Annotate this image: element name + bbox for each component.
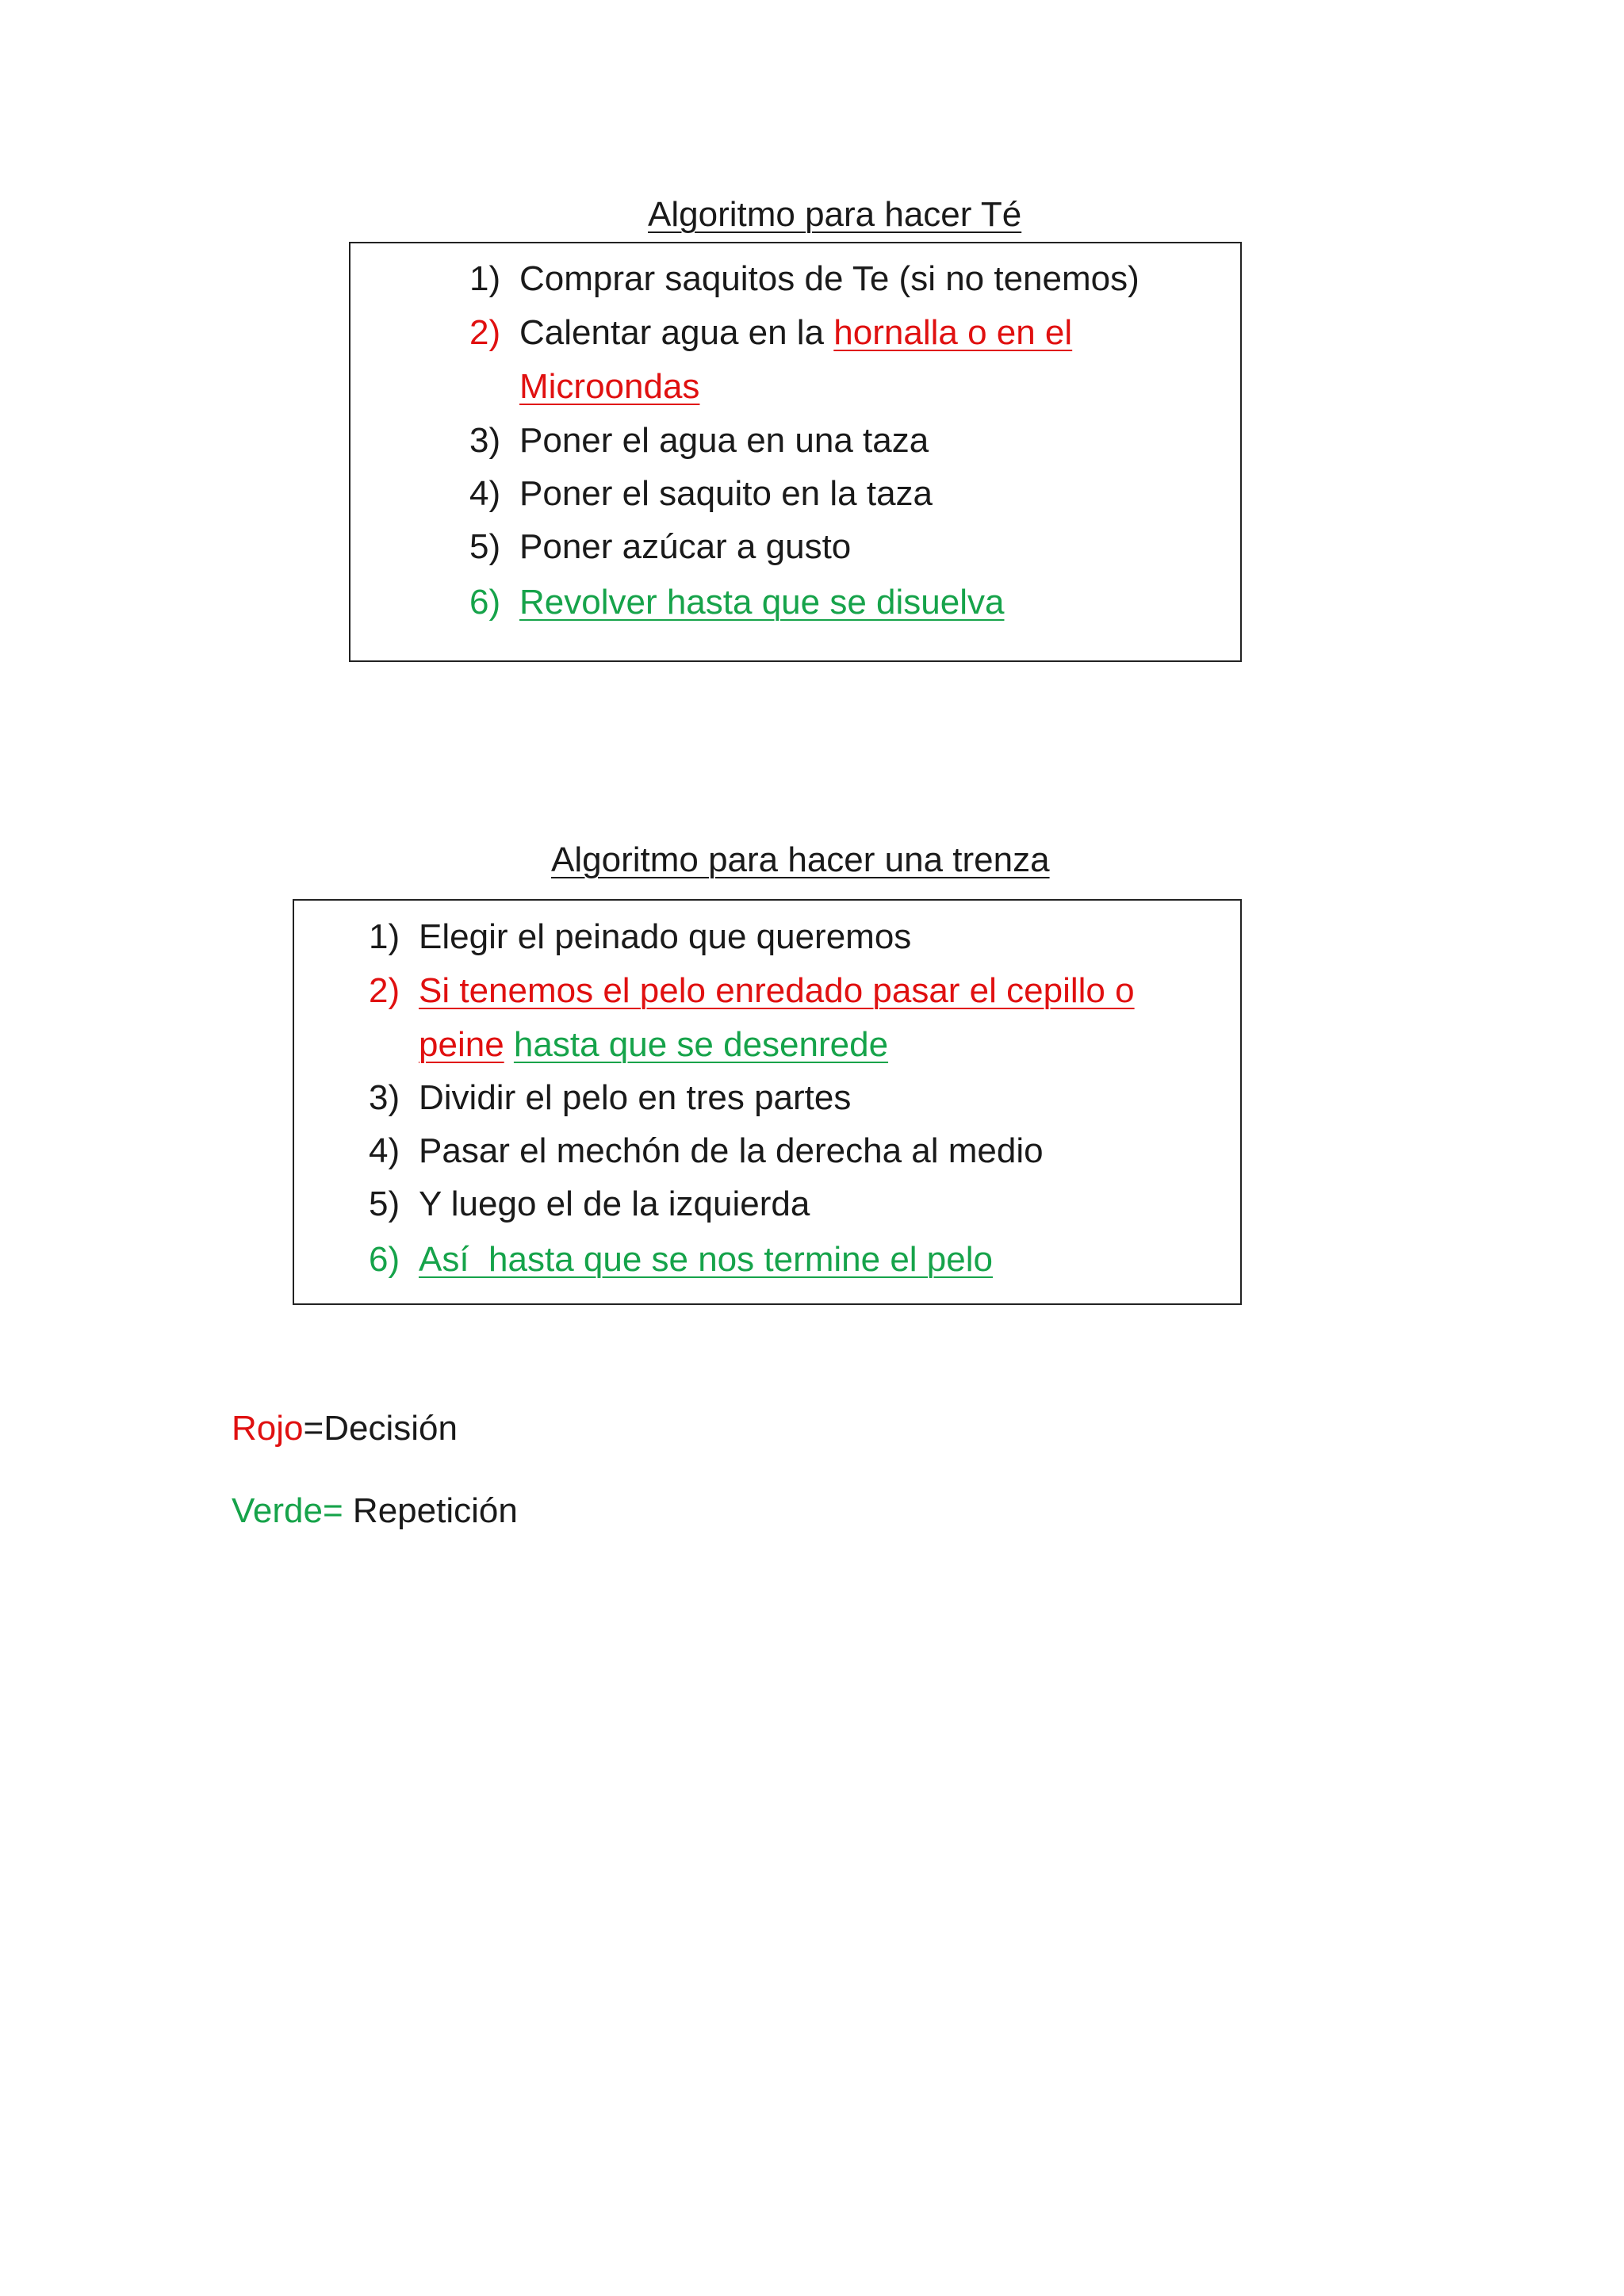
legend-red-meaning: =Decisión <box>303 1409 458 1448</box>
step-number: 1) <box>369 917 400 956</box>
braid-algorithm-title: Algoritmo para hacer una trenza <box>551 840 1050 879</box>
repetition-text: Revolver hasta que se disuelva <box>519 583 1005 622</box>
step-number: 4) <box>469 474 501 513</box>
step-number: 1) <box>469 259 501 298</box>
step-text: Dividir el pelo en tres partes <box>419 1078 852 1117</box>
step-text-plain: Calentar agua en la <box>519 313 834 352</box>
decision-text: hornalla o en el <box>833 313 1073 352</box>
step-text: Y luego el de la izquierda <box>419 1184 810 1223</box>
step-text: Comprar saquitos de Te (si no tenemos) <box>519 259 1139 298</box>
step-number: 2) <box>469 313 501 352</box>
step-number: 3) <box>469 421 501 460</box>
step-number: 5) <box>469 527 501 566</box>
step-number: 2) <box>369 971 400 1010</box>
step-text: Poner el saquito en la taza <box>519 474 933 513</box>
step-text: Poner el agua en una taza <box>519 421 929 460</box>
step-text: Poner azúcar a gusto <box>519 527 852 566</box>
legend-green-meaning: Repetición <box>343 1491 518 1530</box>
decision-text: Si tenemos el pelo enredado pasar el cepillo o <box>419 971 1135 1010</box>
step-text <box>519 313 1073 352</box>
legend-repetition <box>232 1491 518 1531</box>
decision-text-continuation: peine <box>419 1025 504 1064</box>
step-number: 5) <box>369 1184 400 1223</box>
step-number: 3) <box>369 1078 400 1117</box>
decision-text-continuation: Microondas <box>519 367 700 406</box>
step-text-continuation <box>419 1027 888 1062</box>
repetition-text: Así hasta que se nos termine el pelo <box>419 1240 993 1279</box>
legend-red-word: Rojo <box>232 1409 304 1448</box>
tea-algorithm-title: Algoritmo para hacer Té <box>648 195 1022 234</box>
step-number: 4) <box>369 1131 400 1170</box>
step-number: 6) <box>469 583 501 622</box>
repetition-text: hasta que se desenrede <box>513 1025 889 1064</box>
step-number: 6) <box>369 1240 400 1279</box>
legend-green-word: Verde= <box>232 1491 343 1530</box>
legend-decision <box>232 1409 458 1448</box>
step-text: Pasar el mechón de la derecha al medio <box>419 1131 1044 1170</box>
step-text: Elegir el peinado que queremos <box>419 917 912 956</box>
